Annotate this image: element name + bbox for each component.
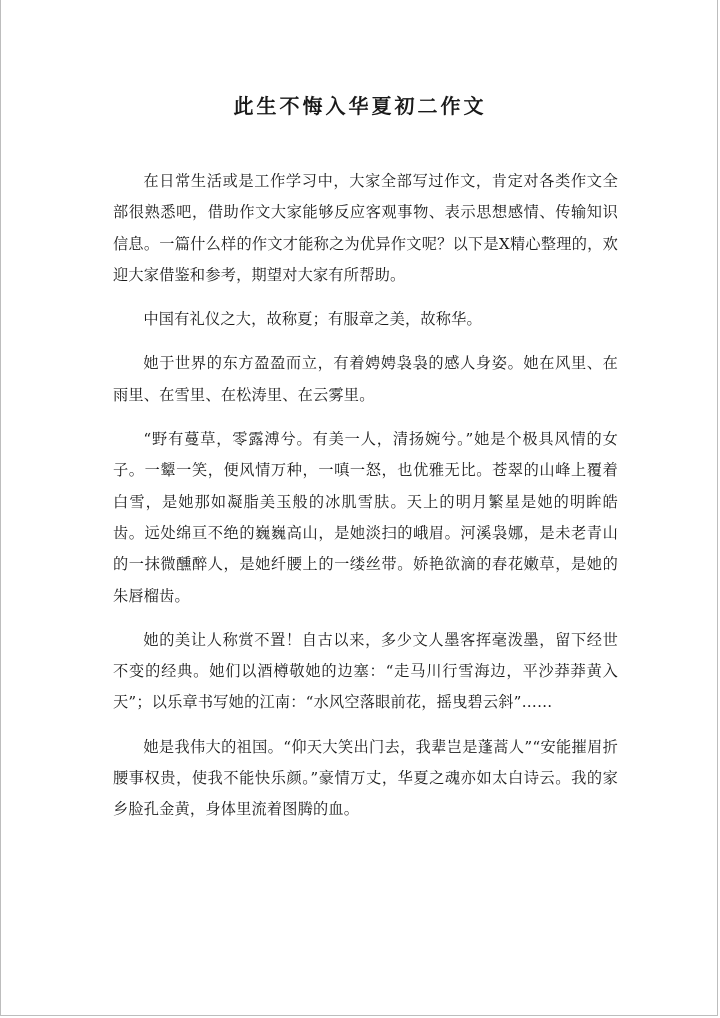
paragraph-intro: 在日常生活或是工作学习中，大家全部写过作文，肯定对各类作文全部很熟悉吧，借助作文大家能够反应客观事物、表示思想感情、传输知识信息。一篇什么样的作文才能称之为优异作文呢？以下是X精心整理的，欢迎大家借鉴和参考，期望对大家有所帮助。 — [113, 172, 618, 284]
document-title: 此生不悔入华夏初二作文 — [233, 94, 487, 118]
paragraph-2: 中国有礼仪之大，故称夏；有服章之美，故称华。 — [143, 310, 482, 329]
paragraph-4: “野有蔓草，零露溥兮。有美一人，清扬婉兮。”她是个极具风情的女子。一颦一笑，便风情万种，一嗔一怒，也优雅无比。苍翠的山峰上覆着白雪，是她那如凝脂美玉般的冰肌雪肤。天上的明月繁星是她的明眸皓齿。远处绵亘不绝的巍巍高山，是她淡扫的峨眉。河溪袅娜，是未老青山的一抹微醺醉人，是她纤腰上的一缕丝带。娇艳欲滴的春花嫩草，是她的朱唇榴齿。 — [113, 430, 618, 605]
paragraph-5: 她的美让人称赏不置！自古以来，多少文人墨客挥毫泼墨，留下经世不变的经典。她们以酒樽敬她的边塞：“走马川行雪海边，平沙莽莽黄入天”；以乐章书写她的江南：“水风空落眼前花，摇曳碧云斜”…… — [113, 630, 618, 712]
paragraph-6: 她是我伟大的祖国。“仰天大笑出门去，我辈岂是蓬蒿人”“安能摧眉折腰事权贵，使我不能快乐颜。”豪情万丈，华夏之魂亦如太白诗云。我的家乡脸孔金黄，身体里流着图腾的血。 — [113, 737, 618, 819]
paragraph-3: 她于世界的东方盈盈而立，有着娉娉袅袅的感人身姿。她在风里、在雨里、在雪里、在松涛里、在云雾里。 — [113, 354, 618, 404]
document-body — [113, 166, 618, 839]
